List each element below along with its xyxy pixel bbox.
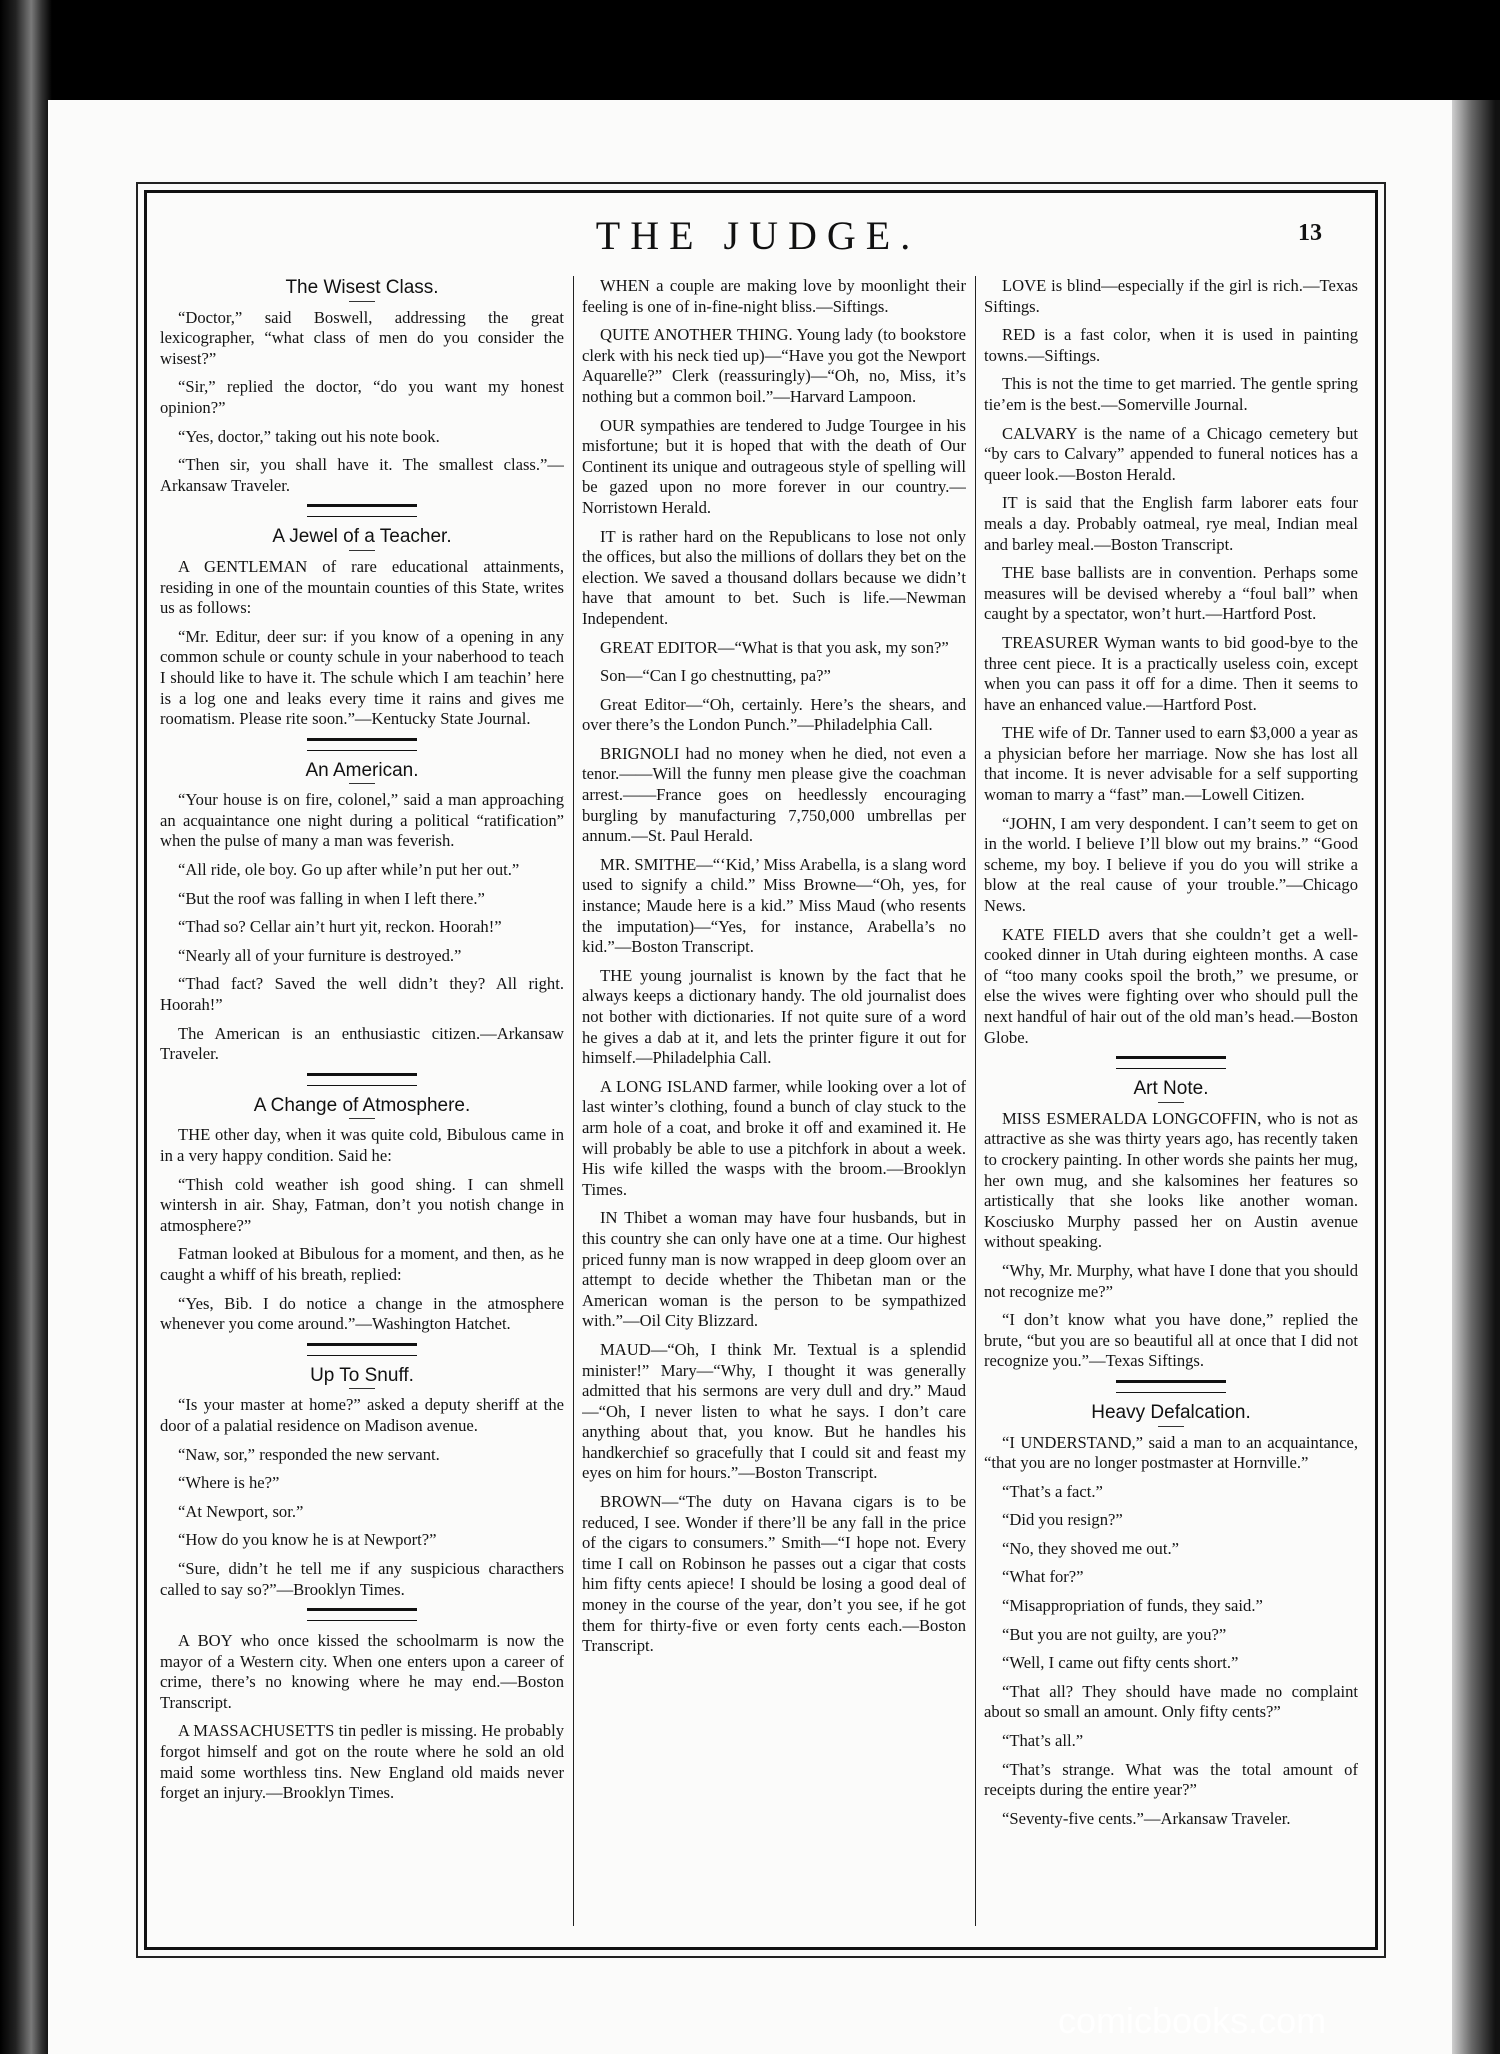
article-paragraph: “That’s a fact.” (1002, 1481, 1103, 1501)
article-paragraph: “Your house is on fire, colonel,” said a man approaching an acquaintance one night during a political “ratification” when the pulse of many a man was feverish. (160, 790, 564, 851)
article-paragraph: LOVE is blind—especially if the girl is rich.—Texas Siftings. (984, 276, 1358, 316)
section-rule (1116, 1380, 1226, 1393)
article-paragraph: THE wife of Dr. Tanner used to earn $3,000 a year as a physician before her marriage. Now she has lost all that income. It is never advisable for a self supporting woman to marry a “fast” man.—Lowell Citizen. (984, 723, 1358, 805)
heading-dash (349, 783, 375, 784)
article-paragraph: “Naw, sor,” responded the new servant. (178, 1444, 440, 1464)
article-paragraph: “But the roof was falling in when I left there.” (178, 888, 485, 908)
article-paragraph: “But you are not guilty, are you?” (1002, 1624, 1227, 1644)
article-paragraph: “Why, Mr. Murphy, what have I done that you should not recognize me?” (984, 1260, 1358, 1301)
article-paragraph: “Nearly all of your furniture is destroyed.” (178, 945, 462, 965)
article-paragraph: RED is a fast color, when it is used in painting towns.—Siftings. (984, 325, 1358, 365)
article-paragraph: TREASURER Wyman wants to bid good-bye to the three cent piece. It is a practically useless coin, except when you can pass it off for a dime. Then it seems to have an enhanced value.—Hartford Post. (984, 632, 1358, 714)
section-rule (307, 504, 417, 517)
article-paragraph: “Mr. Editur, deer sur: if you know of a opening in any common schule or county schule in your naberhood to teach I should like to have it. The schule which I am teachin’ here is a log one and leaks every time it rains and gives me roomatism. Please rite soon.”—Kentucky State Journal. (160, 626, 564, 729)
book-spine (0, 0, 52, 2054)
article-heading: Art Note. (1133, 1078, 1209, 1100)
article-paragraph: “At Newport, sor.” (178, 1501, 304, 1521)
article-paragraph: IN Thibet a woman may have four husbands, but in this country she can only have one at a time. Our highest priced funny man is now wrapped in deep gloom over an attempt to decide whether the Thibetan man or the American woman is the person to be sympathized with.”—Oil City Blizzard. (582, 1208, 966, 1331)
article-paragraph: “I don’t know what you have done,” replied the brute, “but you are so beautiful all at once that I did not recognize you.”—Texas Siftings. (984, 1310, 1358, 1371)
article-paragraph: IT is rather hard on the Republicans to lose not only the offices, but also the millions of dollars they bet on the election. We saved a thousand dollars because we didn’t have that amount to bet. Such is life.—Newman Independent. (582, 526, 966, 628)
article-heading: Up To Snuff. (310, 1364, 414, 1386)
column-2 (582, 276, 966, 1924)
heading-dash (349, 550, 375, 551)
article-paragraph: The American is an enthusiastic citizen.—Arkansaw Traveler. (160, 1023, 564, 1064)
article-paragraph: A BOY who once kissed the schoolmarm is now the mayor of a Western city. When one enters upon a career of crime, there’s no knowing where he may end.—Boston Transcript. (160, 1631, 564, 1712)
article-paragraph: “I UNDERSTAND,” said a man to an acquaintance, “that you are no longer postmaster at Hornville.” (984, 1432, 1358, 1473)
article-paragraph: “Then sir, you shall have it. The smallest class.”—Arkansaw Traveler. (160, 455, 564, 495)
article-paragraph: WHEN a couple are making love by moonlight their feeling is one of in-fine-night bliss.—Siftings. (582, 276, 966, 316)
article-heading: An American. (305, 759, 419, 781)
article-paragraph: “How do you know he is at Newport?” (178, 1530, 437, 1550)
article-paragraph: GREAT EDITOR—“What is that you ask, my son?” (600, 637, 949, 657)
heading-dash (349, 1118, 375, 1119)
article-paragraph: “Sure, didn’t he tell me if any suspicious characthers called to say so?”—Brooklyn Times. (160, 1558, 564, 1599)
article-paragraph: THE base ballists are in convention. Perhaps some measures will be devised whereby a “foul ball” when caught by a spectator, won’t hurt.—Hartford Post. (984, 563, 1358, 624)
heading-dash (349, 1388, 375, 1389)
column-rule-2 (975, 276, 976, 1926)
article-paragraph: Son—“Can I go chestnutting, pa?” (600, 666, 831, 686)
article-paragraph: A LONG ISLAND farmer, while looking over a lot of last winter’s clothing, found a bunch of clay stuck to the arm hole of a coat, and broke it off and examined it. He will probably be able to use a pitchfork in about a week. His wife killed the wasps with the broom.—Brooklyn Times. (582, 1076, 966, 1199)
heading-dash (1158, 1426, 1184, 1427)
section-rule (307, 1073, 417, 1086)
article-paragraph: “Thish cold weather ish good shing. I can shmell wintersh in air. Shay, Fatman, don’t you notish change in atmosphere?” (160, 1174, 564, 1235)
article-paragraph: This is not the time to get married. The gentle spring tie’em is the best.—Somerville Journal. (984, 374, 1358, 414)
article-paragraph: “All ride, ole boy. Go up after while’n put her out.” (178, 860, 520, 880)
article-paragraph: KATE FIELD avers that she couldn’t get a well-cooked dinner in Utah during eighteen months. A case of “too many cooks spoil the broth,” we presume, or else the wives were fighting over who should pull the next handful of hair out of the old man’s head.—Boston Globe. (984, 924, 1358, 1047)
article-paragraph: “Doctor,” said Boswell, addressing the great lexicographer, “what class of men do you consider the wisest?” (160, 307, 564, 368)
article-paragraph: “JOHN, I am very despondent. I can’t seem to get on in the world. I believe I’ll blow out my brains.” “Good scheme, my boy. I believe if you do you will strike a blow at the real cause of your trouble.”—Chicago News. (984, 813, 1358, 916)
article-paragraph: THE other day, when it was quite cold, Bibulous came in in a very happy condition. Said he: (160, 1125, 564, 1165)
section-rule (307, 1608, 417, 1621)
article-paragraph: “Thad so? Cellar ain’t hurt yit, reckon. Hoorah!” (178, 917, 502, 937)
column-3 (984, 276, 1358, 1924)
article-heading: A Change of Atmosphere. (253, 1094, 471, 1116)
article-paragraph: CALVARY is the name of a Chicago cemetery but “by cars to Calvary” appended to funeral notices has a queer look.—Boston Herald. (984, 423, 1358, 484)
article-paragraph: “Where is he?” (178, 1473, 280, 1493)
article-paragraph: “Well, I came out fifty cents short.” (1002, 1653, 1239, 1673)
article-heading: A Jewel of a Teacher. (272, 526, 452, 548)
article-paragraph: “That all? They should have made no complaint about so small an amount. Only fifty cents?” (984, 1681, 1358, 1722)
article-paragraph: “That’s all.” (1002, 1731, 1084, 1751)
heading-dash (1158, 1102, 1184, 1103)
article-paragraph: BROWN—“The duty on Havana cigars is to be reduced, I see. Wonder if there’ll be any fall in the price of the cigars to consumers.” Smith—“I hope not. Every time I call on Robinson he passes out a cigar that costs him fifty cents apiece! I should be losing a good deal of money in the course of the year, don’t you see, if he got them for thirty-five or even forty cents each.—Boston Transcript. (582, 1492, 966, 1656)
article-paragraph: “No, they shoved me out.” (1002, 1538, 1179, 1558)
page-title: THE JUDGE. (595, 213, 921, 258)
article-paragraph: “Is your master at home?” asked a deputy sheriff at the door of a palatial residence on Madison avenue. (160, 1395, 564, 1435)
article-paragraph: “Sir,” replied the doctor, “do you want my honest opinion?” (160, 377, 564, 417)
article-paragraph: BRIGNOLI had no money when he died, not even a tenor.——Will the funny men please give the coachman arrest.——France goes on heedlessly encouraging burgling by manufacturing 7,750,000 umbrellas per annum.—St. Paul Herald. (582, 743, 966, 846)
section-rule (1116, 1056, 1226, 1069)
article-paragraph: “That’s strange. What was the total amount of receipts during the entire year?” (984, 1759, 1358, 1800)
article-paragraph: “What for?” (1002, 1567, 1084, 1587)
article-paragraph: “Did you resign?” (1002, 1510, 1123, 1530)
watermark-logo: comicbooks.com (1058, 2000, 1327, 2041)
article-paragraph: “Yes, Bib. I do notice a change in the atmosphere whenever you come around.”—Washington Hatchet. (160, 1293, 564, 1334)
article-paragraph: MAUD—“Oh, I think Mr. Textual is a splendid minister!” Mary—“Why, I thought it was generally admitted that his sermons are very dull and dry.” Maud—“Oh, I never listen to what he says. I don’t care anything about that, you know. But he handles his handkerchief so gracefully that I could sit and feast my eyes on him for hours.”—Boston Transcript. (582, 1339, 966, 1483)
article-paragraph: Great Editor—“Oh, certainly. Here’s the shears, and over there’s the London Punch.”—Philadelphia Call. (582, 694, 966, 735)
article-paragraph: OUR sympathies are tendered to Judge Tourgee in his misfortune; but it is hoped that with the death of Our Continent its unique and outrageous style of spelling will be gazed upon no more forever in our country.—Norristown Herald. (582, 415, 966, 517)
article-paragraph: “Yes, doctor,” taking out his note book. (178, 426, 440, 446)
article-paragraph: IT is said that the English farm laborer eats four meals a day. Probably oatmeal, rye meal, Indian meal and barley meal.—Boston Transcript. (984, 493, 1358, 554)
column-1 (160, 276, 564, 1924)
page-edge (1452, 100, 1500, 2054)
article-paragraph: “Misappropriation of funds, they said.” (1002, 1596, 1263, 1616)
section-rule (307, 1343, 417, 1356)
article-heading: Heavy Defalcation. (1091, 1401, 1251, 1423)
article-paragraph: QUITE ANOTHER THING. Young lady (to bookstore clerk with his neck tied up)—“Have you got the Newport Aquarelle?” Clerk (reassuringly)—“Oh, no, Miss, it’s nothing but a common boil.”—Harvard Lampoon. (582, 325, 966, 406)
article-paragraph: A GENTLEMAN of rare educational attainments, residing in one of the mountain counties of this State, writes us as follows: (160, 556, 564, 618)
article-paragraph: A MASSACHUSETTS tin pedler is missing. He probably forgot himself and got on the route where he sold an old maid some worthless tins. New England old maids never forget an injury.—Brooklyn Times. (160, 1721, 564, 1803)
column-rule-1 (573, 276, 574, 1926)
article-paragraph: MISS ESMERALDA LONGCOFFIN, who is not as attractive as she was thirty years ago, has recently taken to crockery painting. In other words she paints her mug, her own mug, and she kalsomines her features so artistically that she looks like another woman. Kosciusko Murphy passed her on Austin avenue without speaking. (984, 1108, 1358, 1252)
article-paragraph: Fatman looked at Bibulous for a moment, and then, as he caught a whiff of his breath, replied: (160, 1244, 564, 1284)
page-number: 13 (1298, 220, 1322, 246)
article-paragraph: “Thad fact? Saved the well didn’t they? All right. Hoorah!” (160, 974, 564, 1015)
article-paragraph: “Seventy-five cents.”—Arkansaw Traveler. (1002, 1808, 1291, 1828)
article-heading: The Wisest Class. (285, 277, 439, 298)
heading-dash (349, 301, 375, 302)
article-paragraph: MR. SMITHE—“‘Kid,’ Miss Arabella, is a slang word used to signify a child.” Miss Browne—“Oh, yes, for instance; Maude here is a kid.” Miss Maud (who resents the imputation)—“Yes, for instance, Arabella’s no kid.”—Boston Transcript. (582, 854, 966, 957)
section-rule (307, 738, 417, 751)
article-paragraph: THE young journalist is known by the fact that he always keeps a dictionary handy. The old journalist does not bother with dictionaries. If not quite sure of a word he gives a dab at it, and lets the printer figure it out for himself.—Philadelphia Call. (582, 965, 966, 1068)
